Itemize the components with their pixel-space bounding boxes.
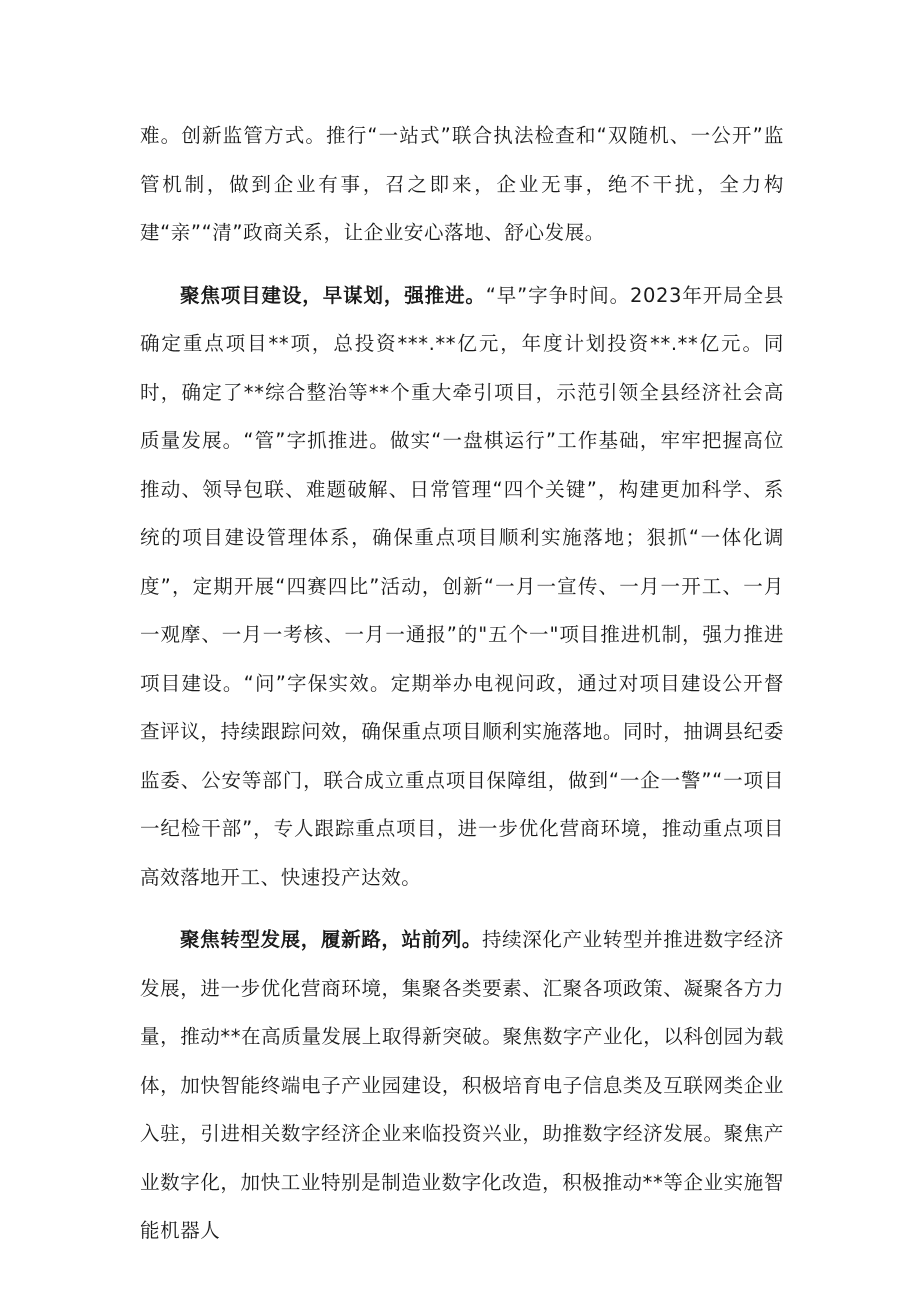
paragraph-text: 持续深化产业转型并推进数字经济发展，进一步优化营商环境，集聚各类要素、汇聚各项政策、凝聚各方力量，推动**在高质量发展上取得新突破。聚焦数字产业化，以科创园为载体，加快智能终端电子产业园建设，积极培育电子信息类及互联网类企业入驻，引进相关数字经济企业来临投资兴业，助推数字经济发展。聚焦产业数字化，加快工业特别是制造业数字化改造，积极推动**等企业实施智能机器人 (140, 928, 784, 1242)
paragraph-lead-heading: 聚焦转型发展，履新路，站前列。 (180, 928, 483, 951)
document-page (140, 112, 784, 1256)
paragraph-lead-heading: 聚焦项目建设，早谋划，强推进。 (180, 283, 486, 307)
paragraph-text: “早”字争时间。2023年开局全县确定重点项目**项，总投资***.**亿元，年度计划投资**.**亿元。同时，确定了**综合整治等**个重大牵引项目，示范引领全县经济社会高质量发展。“管”字抓推进。做实“一盘棋运行”工作基础，牢牢把握高位推动、领导包联、难题破解、日常管理“四个关键”，构建更加科学、系统的项目建设管理体系，确保重点项目顺利实施落地；狠抓“一体化调度”，定期开展“四赛四比”活动，创新“一月一宣传、一月一开工、一月一观摩、一月一考核、一月一通报”的"五个一"项目推进机制，强力推进项目建设。“问”字保实效。定期举办电视问政，通过对项目建设公开督查评议，持续跟踪问效，确保重点项目顺利实施落地。同时，抽调县纪委监委、公安等部门，联合成立重点项目保障组，做到“一企一警”“一项目一纪检干部”，专人跟踪重点项目，进一步优化营商环境，推动重点项目高效落地开工、快速投产达效。 (140, 283, 784, 889)
paragraph-continuation (140, 112, 784, 258)
paragraph-transformation-development (140, 916, 784, 1256)
paragraph-text: 难。创新监管方式。推行“一站式”联合执法检查和“双随机、一公开”监管机制，做到企业有事，召之即来，企业无事，绝不干扰，全力构建“亲”“清”政商关系，让企业安心落地、舒心发展。 (140, 124, 784, 244)
paragraph-project-construction (140, 272, 784, 903)
